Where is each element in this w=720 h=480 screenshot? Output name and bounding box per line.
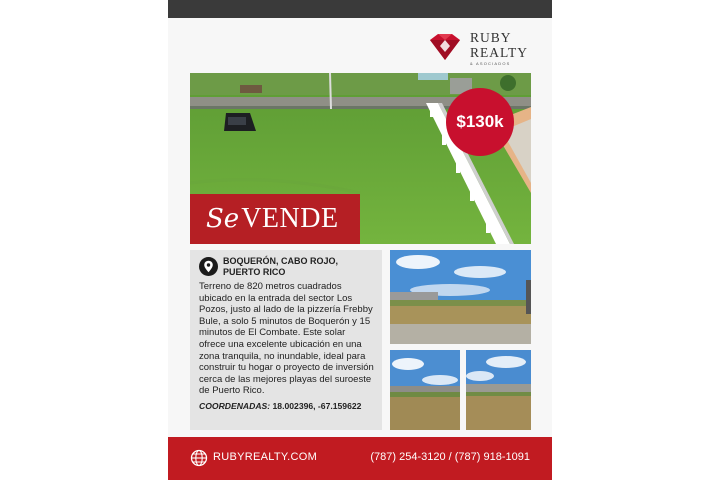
price-badge: $130k (446, 88, 514, 156)
coordinates-label: COORDENADAS: (199, 400, 271, 411)
lot-photo-right (466, 350, 531, 430)
lot-photo-wide (390, 250, 531, 344)
ruby-gem-logo-icon (426, 32, 464, 62)
location-line2: PUERTO RICO (223, 266, 286, 277)
contact-footer (168, 437, 552, 480)
banner-text: VENDE (241, 203, 339, 234)
coordinates-value: 18.002396, -67.159622 (272, 400, 362, 411)
brand-name (470, 30, 528, 60)
location-header (199, 256, 374, 277)
top-bar (168, 0, 552, 18)
for-sale-banner (190, 194, 360, 244)
coordinates (199, 401, 374, 411)
location-text (223, 256, 338, 277)
property-description: Terreno de 820 metros cuadrados ubicado en la entrada del sector Los Pozos, justo al lado de la pizzería Frebby Bule, a solo 5 minutos de Boquerón y 15 minutos de El Combate. Este solar ofrece una excelente ubicación en una zona tranquila, no inundable, ideal para construir tu hogar o proyecto de inversión cerca de las mejores playas del suroeste de Puerto Rico. (199, 281, 374, 397)
lot-photo-left (390, 350, 460, 430)
map-pin-icon (199, 257, 218, 276)
location-line1: BOQUERÓN, CABO ROJO, (223, 256, 339, 266)
brand-name-line1: RUBY (470, 30, 512, 45)
ruby-realty-logo (426, 28, 536, 68)
website-link[interactable]: RUBYREALTY.COM (213, 451, 318, 463)
banner-script-text: Se (206, 204, 240, 234)
brand-tagline: & ASOCIADOS (470, 61, 511, 66)
globe-icon (190, 449, 208, 467)
property-info-panel (190, 250, 382, 430)
brand-name-line2: REALTY (470, 45, 529, 60)
listing-flyer (168, 0, 552, 480)
phone-numbers[interactable]: (787) 254-3120 / (787) 918-1091 (370, 451, 530, 463)
